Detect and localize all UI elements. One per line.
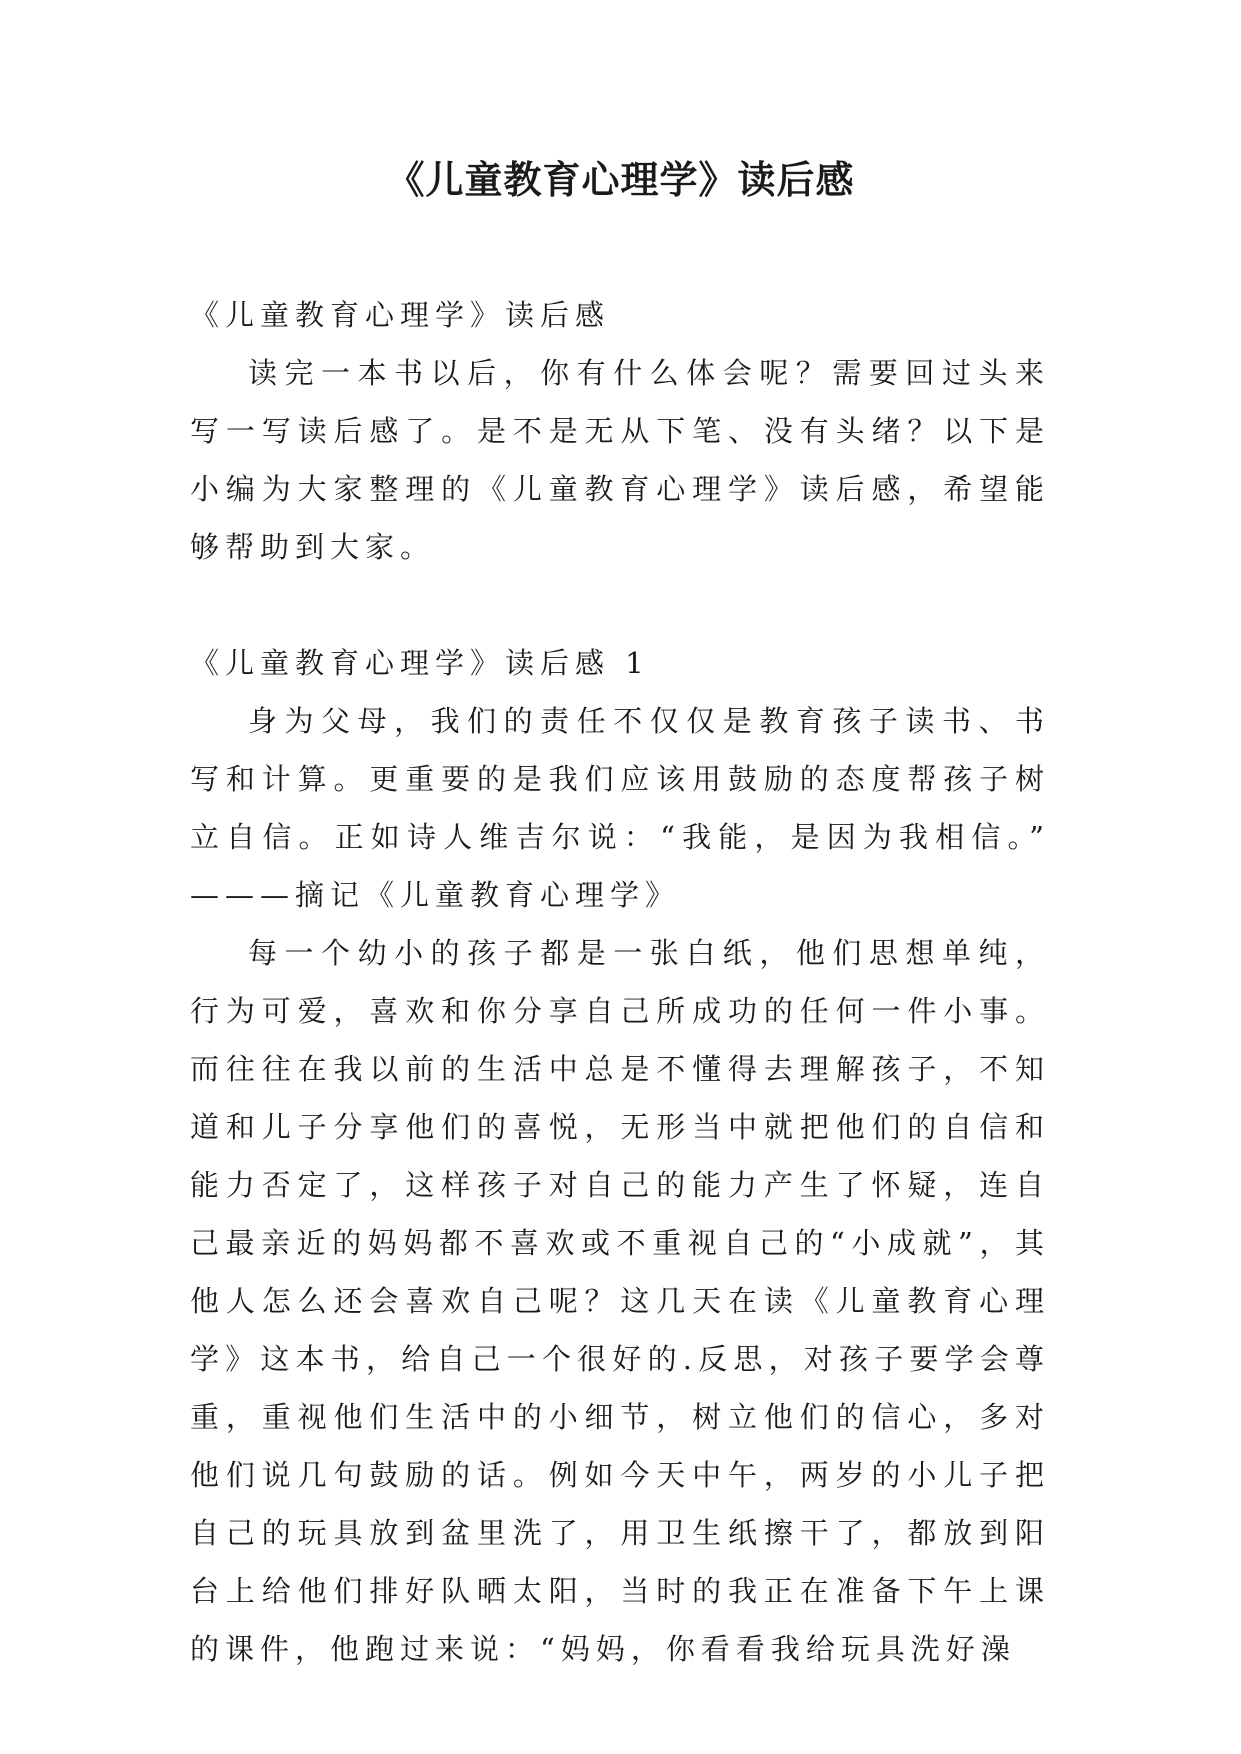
document-body [190, 286, 1050, 1678]
document-title: 《儿童教育心理学》读后感 [386, 158, 855, 202]
section-heading: 《儿童教育心理学》读后感 1 [190, 646, 650, 680]
paragraph-gap [190, 576, 1050, 634]
intro-paragraph: 读完一本书以后，你有什么体会呢？需要回过头来写一写读后感了。是不是无从下笔、没有头绪？以下是小编为大家整理的《儿童教育心理学》读后感，希望能够帮助到大家。 [190, 356, 1050, 564]
body-paragraph: 身为父母，我们的责任不仅仅是教育孩子读书、书写和计算。更重要的是我们应该用鼓励的态度帮孩子树立自信。正如诗人维吉尔说：“我能，是因为我相信。” ———摘记《儿童教育心理学》 [190, 704, 1050, 912]
subtitle-line: 《儿童教育心理学》读后感 [190, 298, 611, 332]
body-paragraph: 每一个幼小的孩子都是一张白纸，他们思想单纯，行为可爱，喜欢和你分享自己所成功的任何一件小事。而往往在我以前的生活中总是不懂得去理解孩子，不知道和儿子分享他们的喜悦，无形当中就把他们的自信和能力否定了，这样孩子对自己的能力产生了怀疑，连自己最亲近的妈妈都不喜欢或不重视自己的“小成就”，其他人怎么还会喜欢自己呢？这几天在读《儿童教育心理学》这本书，给自己一个很好的.反思，对孩子要学会尊重，重视他们生活中的小细节，树立他们的信心，多对他们说几句鼓励的话。例如今天中午，两岁的小儿子把自己的玩具放到盆里洗了，用卫生纸擦干了，都放到阳台上给他们排好队晒太阳，当时的我正在准备下午上课的课件，他跑过来说：“妈妈，你看看我给玩具洗好澡 [190, 936, 1050, 1666]
